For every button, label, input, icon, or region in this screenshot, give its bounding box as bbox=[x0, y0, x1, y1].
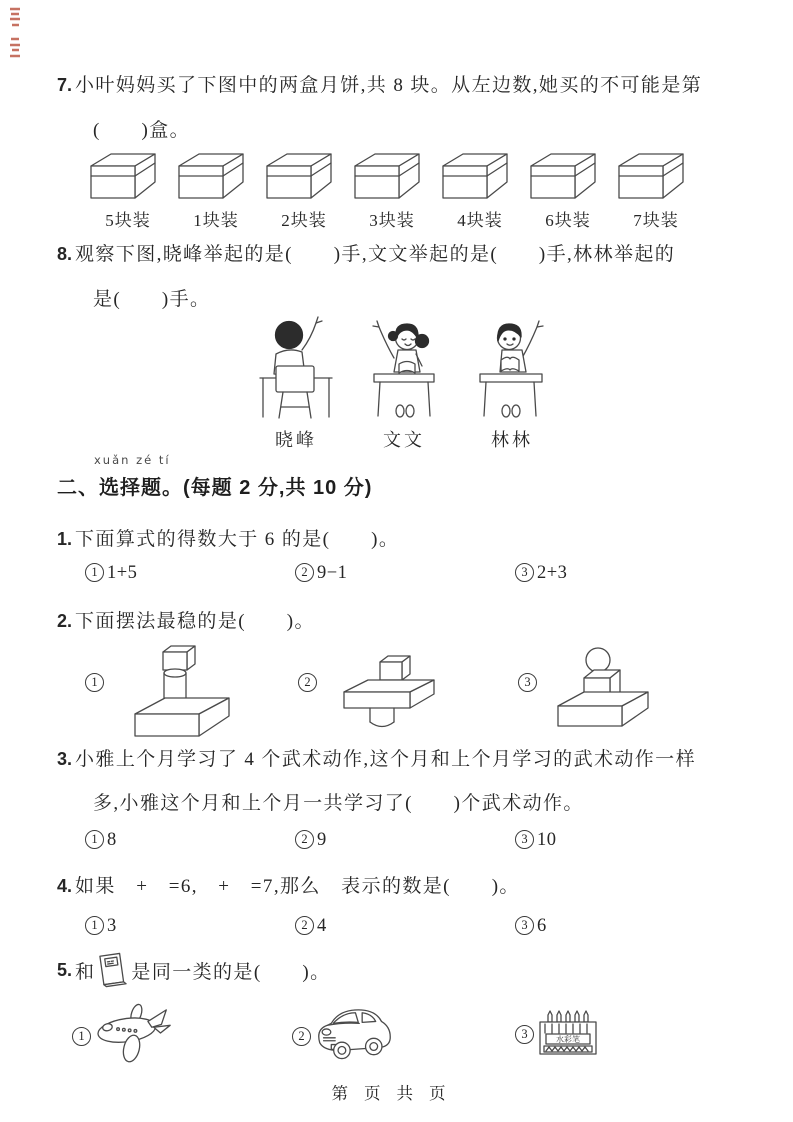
box-label: 4块装 bbox=[457, 211, 503, 230]
mooncake-box-image bbox=[524, 150, 602, 202]
option-text: 8 bbox=[107, 830, 117, 850]
option-text: 4 bbox=[317, 916, 327, 936]
children-figures-row bbox=[242, 314, 566, 452]
child-name: 文文 bbox=[383, 430, 425, 450]
circled-number-1: 1 bbox=[85, 916, 104, 935]
q5-figure-number-2 bbox=[292, 1028, 314, 1047]
mooncake-box-item bbox=[348, 150, 436, 231]
q2-figure-number-3 bbox=[518, 674, 540, 693]
circled-number-3: 3 bbox=[515, 916, 534, 935]
mooncake-box-image bbox=[172, 150, 250, 202]
q7-line2: ( )盒。 bbox=[93, 120, 191, 141]
box-label: 5块装 bbox=[105, 211, 151, 230]
circled-number-1: 1 bbox=[85, 563, 104, 582]
q1-option-1 bbox=[85, 563, 137, 584]
q4-option-2 bbox=[295, 916, 327, 937]
q5-figure-number-1 bbox=[72, 1028, 94, 1047]
option-text: 6 bbox=[537, 916, 547, 936]
q2-figure-2 bbox=[318, 648, 453, 740]
child-linlin bbox=[458, 314, 566, 452]
mooncake-box-item bbox=[436, 150, 524, 231]
circled-number-2: 2 bbox=[295, 916, 314, 935]
q1-number: 1. bbox=[57, 529, 73, 549]
q5-figure-watercolor-pens bbox=[536, 1008, 600, 1060]
q2-figure-1 bbox=[105, 642, 265, 742]
child-back-view-raising-hand-image bbox=[257, 314, 335, 424]
circled-number-1: 1 bbox=[85, 673, 104, 692]
q3-option-3 bbox=[515, 830, 557, 851]
q2-text: 下面摆法最稳的是( )。 bbox=[75, 611, 315, 632]
cube-on-slab-on-cylinder-image bbox=[318, 648, 453, 740]
q3-line2: 多,小雅这个月和上个月一共学习了( )个武术动作。 bbox=[93, 793, 584, 814]
option-text: 10 bbox=[537, 830, 557, 850]
box-label: 1块装 bbox=[193, 211, 239, 230]
q4-number: 4. bbox=[57, 876, 73, 896]
mooncake-box-image bbox=[84, 150, 162, 202]
q7-text: 小叶妈妈买了下图中的两盒月饼,共 8 块。从左边数,她买的不可能是第 bbox=[75, 75, 703, 96]
circled-number-2: 2 bbox=[295, 830, 314, 849]
box-label: 6块装 bbox=[545, 211, 591, 230]
q5-number: 5. bbox=[57, 959, 73, 980]
q4-text: 如果 + =6, + =7,那么 表示的数是( )。 bbox=[75, 876, 520, 897]
cube-cylinder-box-stack-image bbox=[105, 642, 265, 742]
circled-number-1: 1 bbox=[72, 1027, 91, 1046]
q8-line2: 是( )手。 bbox=[93, 289, 211, 310]
option-text: 9 bbox=[317, 830, 327, 850]
ball-on-cube-on-slab-image bbox=[538, 644, 656, 740]
red-stamp-mark bbox=[8, 6, 22, 35]
boy-raising-left-hand-image bbox=[473, 314, 551, 424]
circled-number-2: 2 bbox=[295, 563, 314, 582]
q4-line bbox=[57, 875, 520, 899]
q3-number: 3. bbox=[57, 749, 73, 769]
circled-number-3: 3 bbox=[518, 673, 537, 692]
q8-line1 bbox=[57, 243, 675, 267]
mooncake-box-item bbox=[612, 150, 700, 231]
q7-line1 bbox=[57, 74, 702, 98]
q3-option-1 bbox=[85, 830, 117, 851]
q8-number: 8. bbox=[57, 244, 73, 264]
q5-figure-airplane bbox=[92, 1000, 174, 1068]
mooncake-box-item bbox=[524, 150, 612, 231]
circled-number-2: 2 bbox=[292, 1027, 311, 1046]
q2-figure-number-1 bbox=[85, 674, 107, 693]
child-name: 林林 bbox=[491, 430, 533, 450]
airplane-image bbox=[92, 1000, 174, 1068]
circled-number-3: 3 bbox=[515, 830, 534, 849]
q5-line bbox=[57, 948, 330, 992]
q5-figure-number-3 bbox=[515, 1026, 537, 1045]
circled-number-2: 2 bbox=[298, 673, 317, 692]
book-image bbox=[97, 949, 129, 991]
q4-option-1 bbox=[85, 916, 117, 937]
q5-figure-car bbox=[312, 1002, 394, 1064]
q5-suffix: 是同一类的是( )。 bbox=[131, 961, 331, 983]
q2-figure-3 bbox=[538, 644, 656, 740]
mooncake-box-row bbox=[84, 150, 700, 231]
box-label: 2块装 bbox=[281, 211, 327, 230]
option-text: 9−1 bbox=[317, 563, 348, 583]
car-image bbox=[312, 1002, 394, 1064]
section-title: 二、选择题。(每题 2 分,共 10 分) bbox=[57, 477, 373, 499]
q2-figure-number-2 bbox=[298, 674, 320, 693]
option-text: 1+5 bbox=[107, 563, 138, 583]
mooncake-box-item bbox=[84, 150, 172, 231]
mooncake-box-image bbox=[612, 150, 690, 202]
mooncake-box-image bbox=[260, 150, 338, 202]
q3-line1 bbox=[57, 748, 696, 772]
box-label: 3块装 bbox=[369, 211, 415, 230]
option-text: 2+3 bbox=[537, 563, 568, 583]
girl-raising-right-hand-image bbox=[365, 314, 443, 424]
q4-option-3 bbox=[515, 916, 547, 937]
circled-number-1: 1 bbox=[85, 830, 104, 849]
watercolor-pen-box-image bbox=[536, 1008, 600, 1060]
child-xiaofeng bbox=[242, 314, 350, 452]
mooncake-box-image bbox=[348, 150, 426, 202]
q7-number: 7. bbox=[57, 75, 73, 95]
mooncake-box-item bbox=[260, 150, 348, 231]
option-text: 3 bbox=[107, 916, 117, 936]
page-footer: 第页共页 bbox=[331, 1085, 462, 1103]
circled-number-3: 3 bbox=[515, 1025, 534, 1044]
q1-text: 下面算式的得数大于 6 的是( )。 bbox=[75, 529, 400, 550]
mooncake-box-item bbox=[172, 150, 260, 231]
circled-number-3: 3 bbox=[515, 563, 534, 582]
section-pinyin: xuǎn zé tí bbox=[94, 453, 171, 467]
child-name: 晓峰 bbox=[275, 430, 317, 450]
q3-text: 小雅上个月学习了 4 个武术动作,这个月和上个月学习的武术动作一样 bbox=[75, 749, 696, 770]
q2-number: 2. bbox=[57, 611, 73, 631]
q1-option-2 bbox=[295, 563, 347, 584]
q3-option-2 bbox=[295, 830, 327, 851]
watercolor-label: 水彩笔 bbox=[556, 1035, 580, 1044]
q2-line bbox=[57, 610, 315, 634]
red-stamp-mark bbox=[8, 36, 22, 65]
q8-text: 观察下图,晓峰举起的是( )手,文文举起的是( )手,林林举起的 bbox=[75, 244, 676, 265]
box-label: 7块装 bbox=[633, 211, 679, 230]
child-wenwen bbox=[350, 314, 458, 452]
q5-prefix: 和 bbox=[75, 961, 96, 983]
mooncake-box-image bbox=[436, 150, 514, 202]
q1-line bbox=[57, 528, 399, 552]
q1-option-3 bbox=[515, 563, 567, 584]
